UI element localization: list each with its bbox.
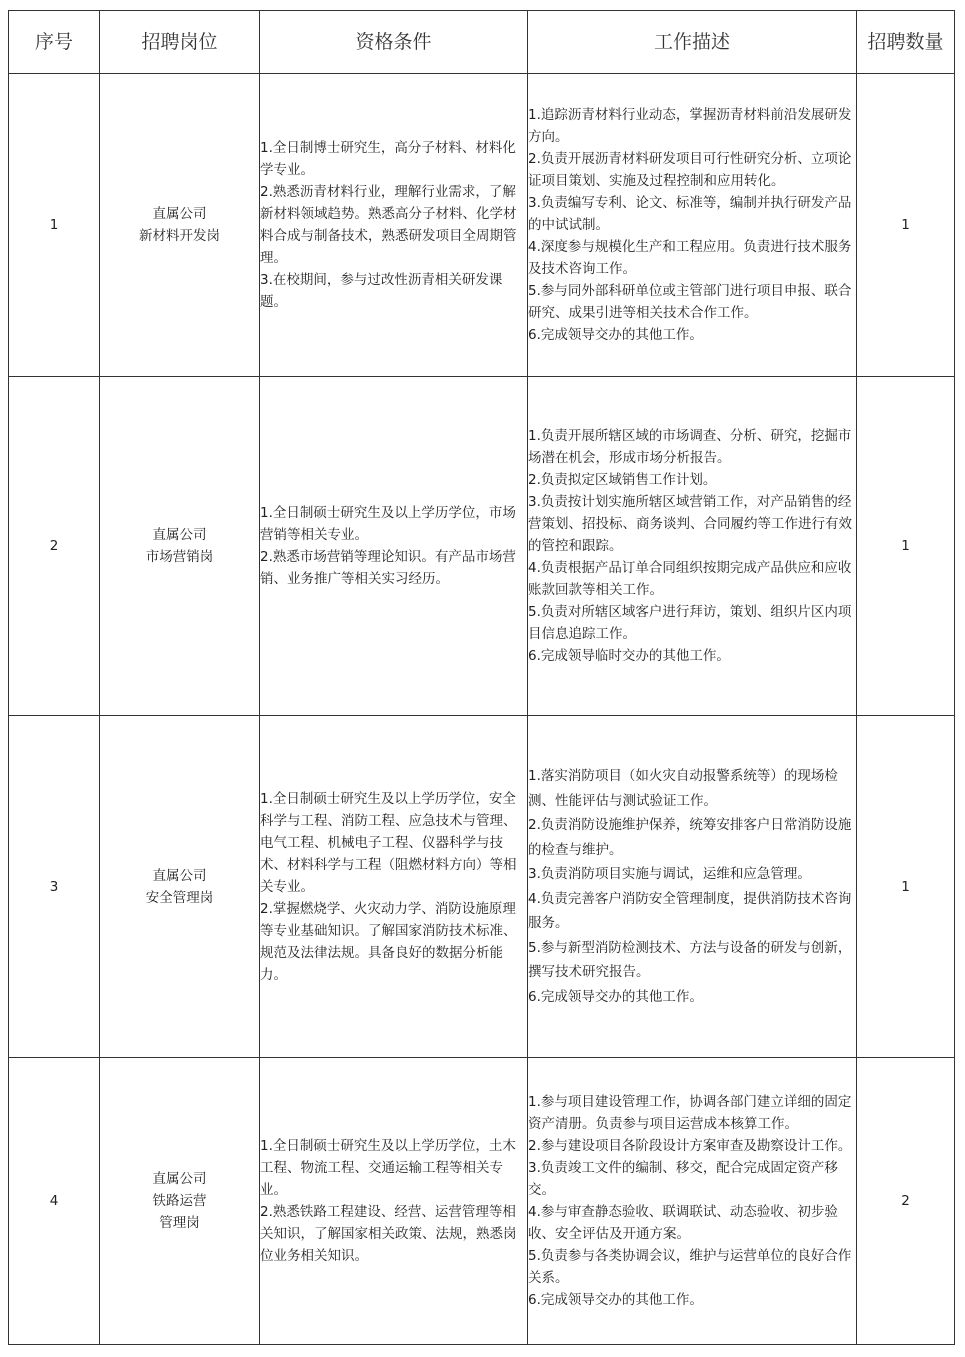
row-description	[528, 74, 857, 377]
qualification-item: 1.全日制硕士研究生及以上学历学位，安全科学与工程、消防工程、应急技术与管理、电气工程、机械电子工程、仪器科学与技术、材料科学与工程（阻燃材料方向）等相关专业。	[260, 790, 517, 895]
description-item: 1.追踪沥青材料行业动态，掌握沥青材料前沿发展研发方向。	[528, 107, 852, 145]
description-item: 1.参与项目建设管理工作，协调各部门建立详细的固定资产清册。负责参与项目运营成本核算工作。	[528, 1094, 852, 1132]
table-row	[9, 74, 955, 377]
row-index: 3	[9, 716, 100, 1058]
qualification-item: 3.在校期间，参与过改性沥青相关研发课题。	[260, 272, 503, 310]
qualification-item: 1.全日制博士研究生，高分子材料、材料化学专业。	[260, 140, 516, 178]
header-count: 招聘数量	[857, 11, 955, 74]
position-line: 铁路运营	[152, 1193, 207, 1209]
position-line: 直属公司	[152, 867, 207, 884]
position-line: 直属公司	[152, 206, 207, 222]
description-item: 5.参与新型消防检测技术、方法与设备的研发与创新，撰写技术研究报告。	[528, 939, 852, 980]
table-row	[9, 1058, 955, 1345]
header-row	[9, 11, 955, 74]
row-position	[100, 74, 260, 377]
qualification-item: 2.熟悉市场营销等理论知识。有产品市场营销、业务推广等相关实习经历。	[260, 549, 516, 587]
header-description: 工作描述	[528, 11, 857, 74]
row-qualifications	[260, 716, 528, 1058]
description-item: 4.深度参与规模化生产和工程应用。负责进行技术服务及技术咨询工作。	[528, 239, 852, 277]
row-index: 2	[9, 377, 100, 716]
description-item: 4.负责根据产品订单合同组织按期完成产品供应和应收账款回款等相关工作。	[528, 560, 852, 598]
description-item: 4.参与审查静态验收、联调联试、动态验收、初步验收、安全评估及开通方案。	[528, 1204, 838, 1242]
position-line: 管理岗	[159, 1215, 200, 1231]
description-item: 2.参与建设项目各阶段设计方案审查及勘察设计工作。	[528, 1138, 852, 1154]
position-line: 安全管理岗	[145, 889, 214, 906]
row-description	[528, 716, 857, 1058]
header-qualifications: 资格条件	[260, 11, 528, 74]
description-item: 5.参与同外部科研单位或主管部门进行项目申报、联合研究、成果引进等相关技术合作工作。	[528, 283, 852, 321]
description-item: 1.负责开展所辖区域的市场调查、分析、研究，挖掘市场潜在机会，形成市场分析报告。	[528, 428, 852, 466]
row-position	[100, 377, 260, 716]
description-item: 5.负责对所辖区域客户进行拜访，策划、组织片区内项目信息追踪工作。	[528, 604, 852, 642]
row-count: 1	[857, 377, 955, 716]
row-index: 4	[9, 1058, 100, 1345]
row-description	[528, 377, 857, 716]
header-position: 招聘岗位	[100, 11, 260, 74]
description-item: 3.负责竣工文件的编制、移交，配合完成固定资产移交。	[528, 1160, 838, 1198]
description-item: 3.负责按计划实施所辖区域营销工作，对产品销售的经营策划、招投标、商务谈判、合同履约等工作进行有效的管控和跟踪。	[528, 494, 852, 554]
table-row	[9, 377, 955, 716]
qualification-item: 2.熟悉沥青材料行业，理解行业需求，了解新材料领域趋势。熟悉高分子材料、化学材料合成与制备技术，熟悉研发项目全周期管理。	[260, 184, 517, 266]
row-qualifications	[260, 377, 528, 716]
description-item: 3.负责编写专利、论文、标准等，编制并执行研发产品的中试试制。	[528, 195, 852, 233]
header-index: 序号	[9, 11, 100, 74]
row-index: 1	[9, 74, 100, 377]
description-item: 6.完成领导交办的其他工作。	[528, 988, 703, 1005]
table-row	[9, 716, 955, 1058]
row-position	[100, 1058, 260, 1345]
position-line: 直属公司	[152, 527, 207, 543]
qualification-item: 1.全日制硕士研究生及以上学历学位，土木工程、物流工程、交通运输工程等相关专业。	[260, 1138, 516, 1198]
position-line: 新材料开发岗	[139, 228, 220, 244]
row-qualifications	[260, 74, 528, 377]
qualification-item: 2.熟悉铁路工程建设、经营、运营管理等相关知识，了解国家相关政策、法规，熟悉岗位业务相关知识。	[260, 1204, 517, 1264]
description-item: 4.负责完善客户消防安全管理制度，提供消防技术咨询服务。	[528, 890, 852, 931]
row-count: 1	[857, 74, 955, 377]
recruitment-table	[8, 10, 955, 1345]
position-line: 直属公司	[152, 1171, 207, 1187]
description-item: 2.负责开展沥青材料研发项目可行性研究分析、立项论证项目策划、实施及过程控制和应用转化。	[528, 151, 852, 189]
position-line: 市场营销岗	[145, 549, 214, 565]
description-item: 6.完成领导临时交办的其他工作。	[528, 648, 730, 664]
qualification-item: 1.全日制硕士研究生及以上学历学位，市场营销等相关专业。	[260, 505, 516, 543]
row-description	[528, 1058, 857, 1345]
row-count: 1	[857, 716, 955, 1058]
description-item: 1.落实消防项目（如火灾自动报警系统等）的现场检测、性能评估与测试验证工作。	[528, 768, 838, 809]
description-item: 6.完成领导交办的其他工作。	[528, 1292, 703, 1308]
description-item: 6.完成领导交办的其他工作。	[528, 327, 703, 343]
row-count: 2	[857, 1058, 955, 1345]
description-item: 5.负责参与各类协调会议，维护与运营单位的良好合作关系。	[528, 1248, 852, 1286]
description-item: 2.负责消防设施维护保养，统筹安排客户日常消防设施的检查与维护。	[528, 817, 852, 858]
row-position	[100, 716, 260, 1058]
description-item: 3.负责消防项目实施与调试，运维和应急管理。	[528, 866, 811, 882]
qualification-item: 2.掌握燃烧学、火灾动力学、消防设施原理等专业基础知识。了解国家消防技术标准、规范及法律法规。具备良好的数据分析能力。	[260, 900, 517, 983]
description-item: 2.负责拟定区域销售工作计划。	[528, 472, 717, 488]
row-qualifications	[260, 1058, 528, 1345]
